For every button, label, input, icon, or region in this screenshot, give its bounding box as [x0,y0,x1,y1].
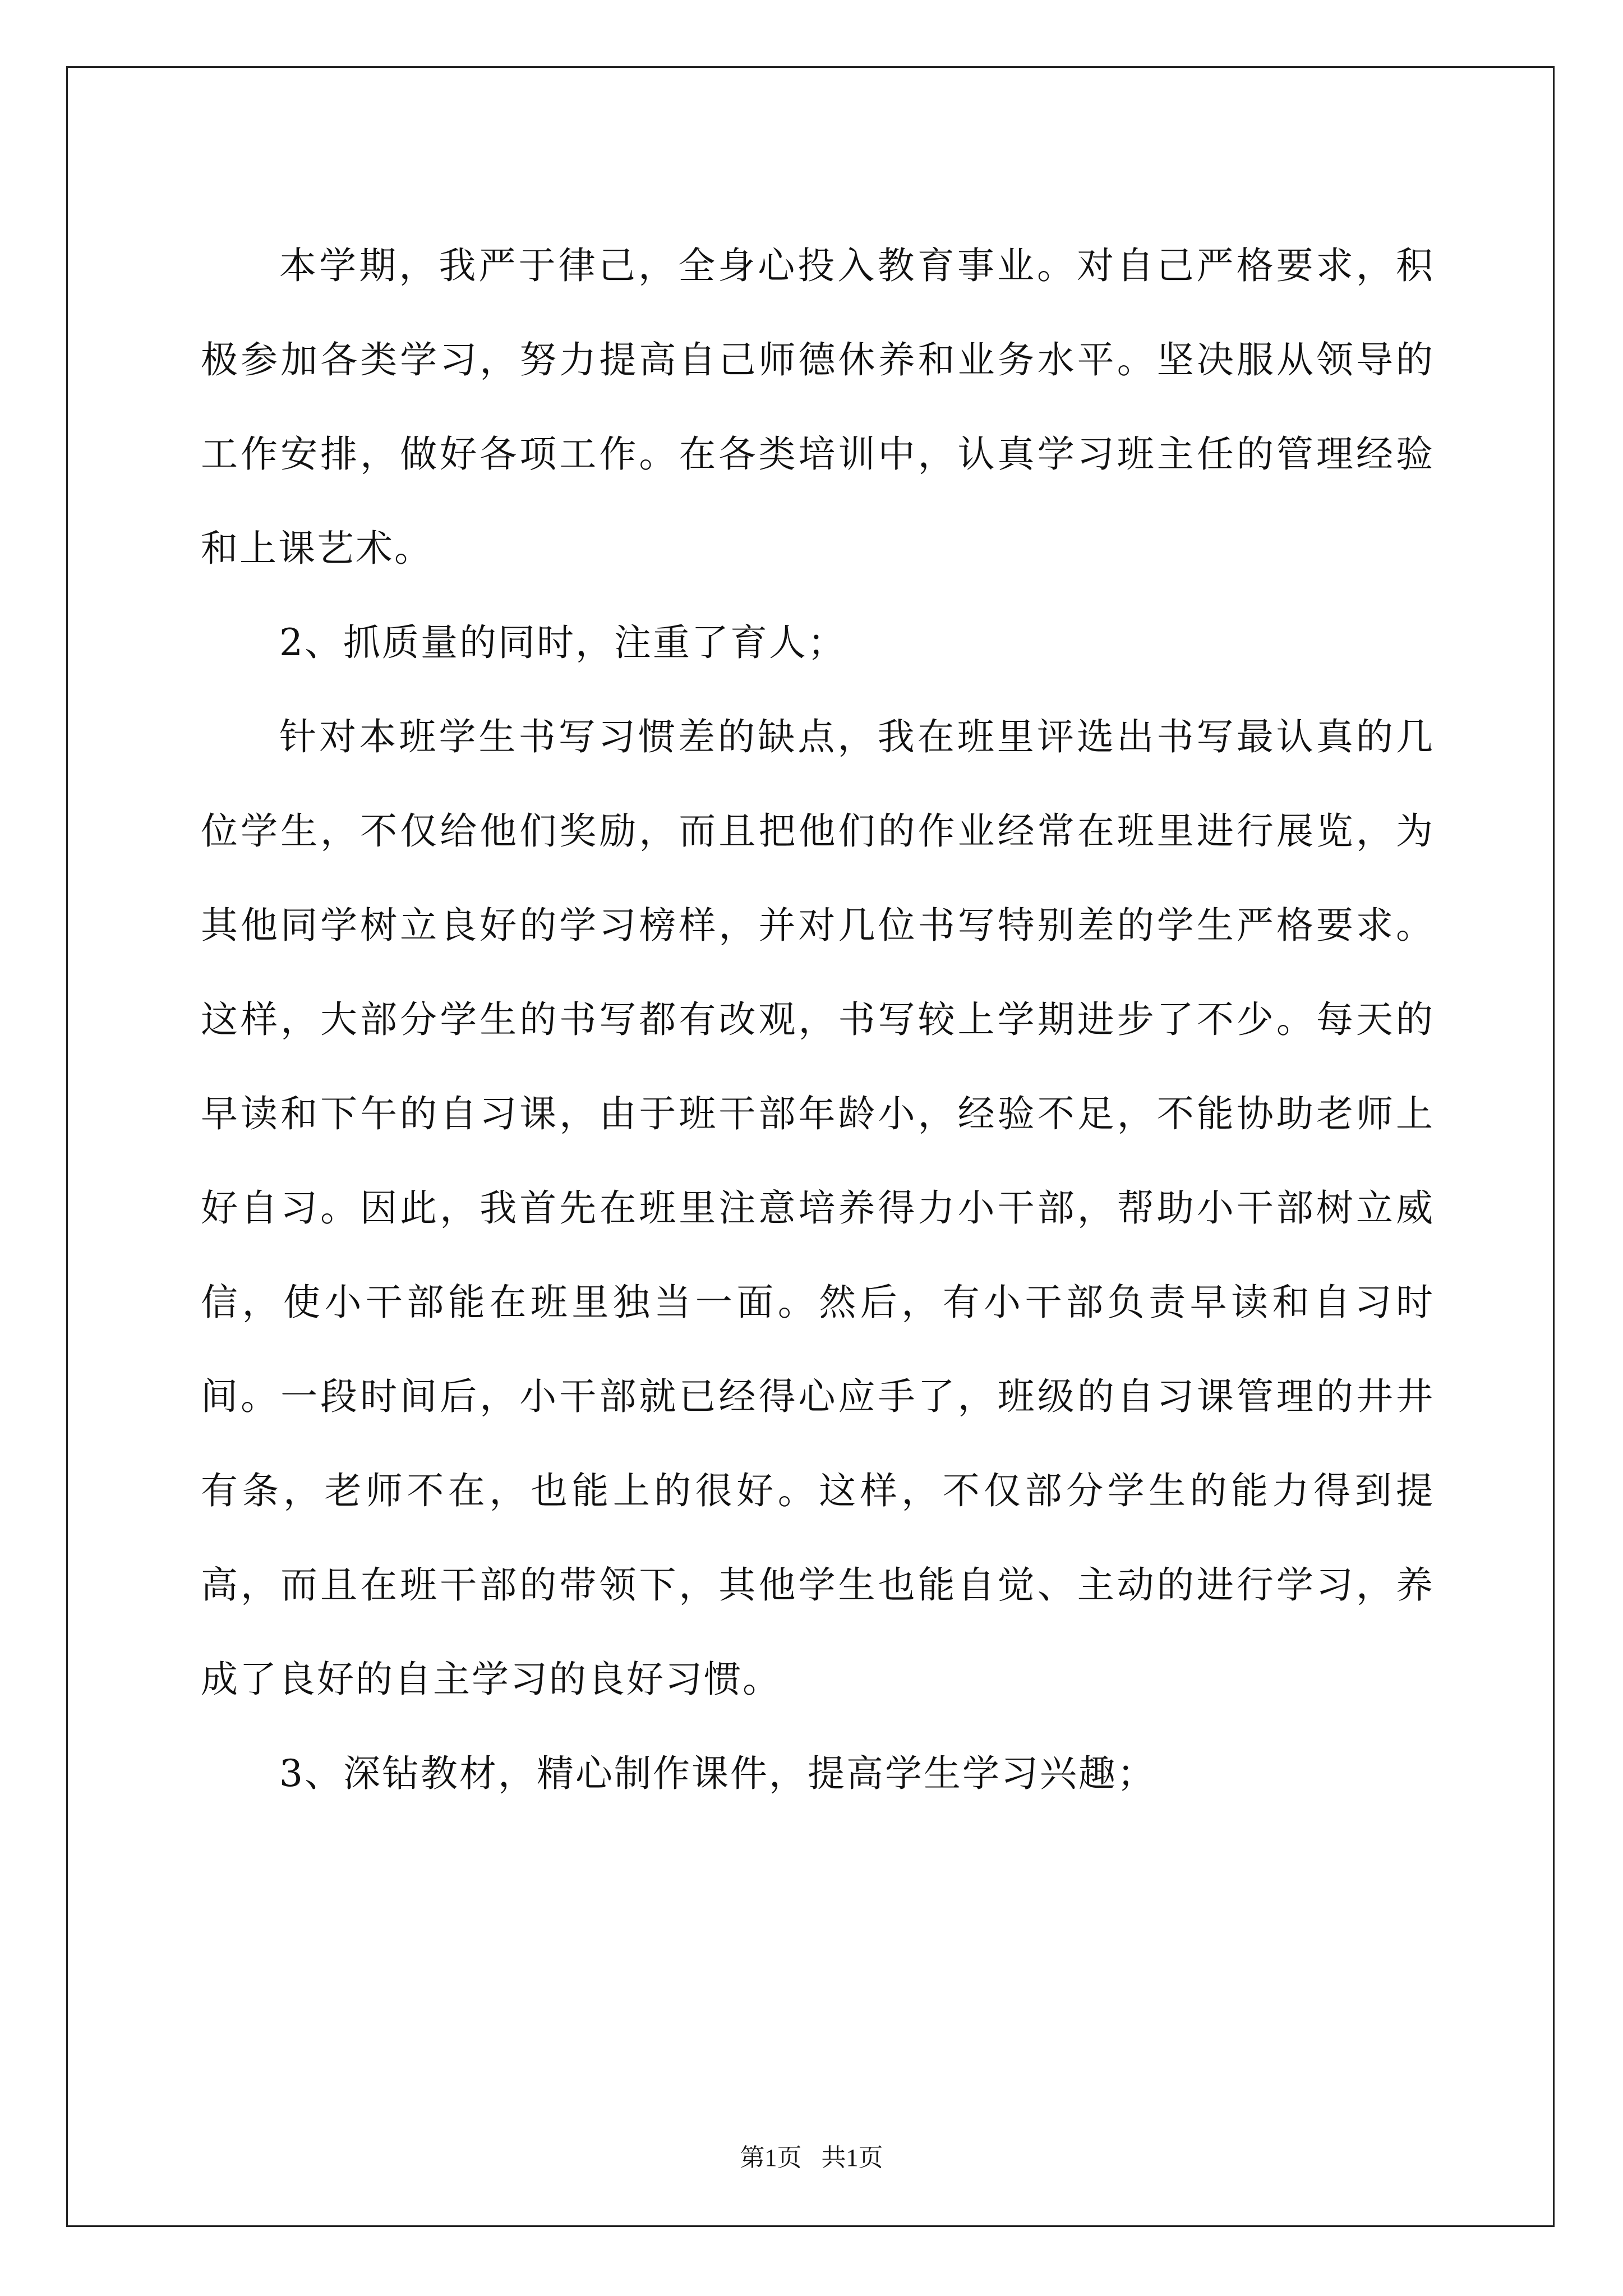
paragraph: 2、抓质量的同时，注重了育人； [279,621,846,664]
page-footer [0,2137,1623,2173]
page-total: 共1页 [821,2144,883,2171]
paragraph: 本学期，我严于律己，全身心投入教育事业。对自己严格要求，积极参加各类学习，努力提高自己师德休养和业务水平。坚决服从领导的工作安排，做好各项工作。在各类培训中，认真学习班主任的管理经验和上课艺术。 [201,244,1435,570]
document-body [201,219,1435,1821]
page-number: 第1页 [740,2144,802,2171]
paragraph: 3、深钻教材，精心制作课件，提高学生学习兴趣； [279,1752,1156,1795]
paragraph: 针对本班学生书写习惯差的缺点，我在班里评选出书写最认真的几位学生，不仅给他们奖励，而且把他们的作业经常在班里进行展览，为其他同学树立良好的学习榜样，并对几位书写特别差的学生严格要求。这样，大部分学生的书写都有改观，书写较上学期进步了不少。每天的早读和下午的自习课，由于班干部年龄小，经验不足，不能协助老师上好自习。因此，我首先在班里注意培养得力小干部，帮助小干部树立威信，使小干部能在班里独当一面。然后，有小干部负责早读和自习时间。一段时间后，小干部就已经得心应手了，班级的自习课管理的井井有条，老师不在，也能上的很好。这样，不仅部分学生的能力得到提高，而且在班干部的带领下，其他学生也能自觉、主动的进行学习，养成了良好的自主学习的良好习惯。 [201,715,1435,1701]
